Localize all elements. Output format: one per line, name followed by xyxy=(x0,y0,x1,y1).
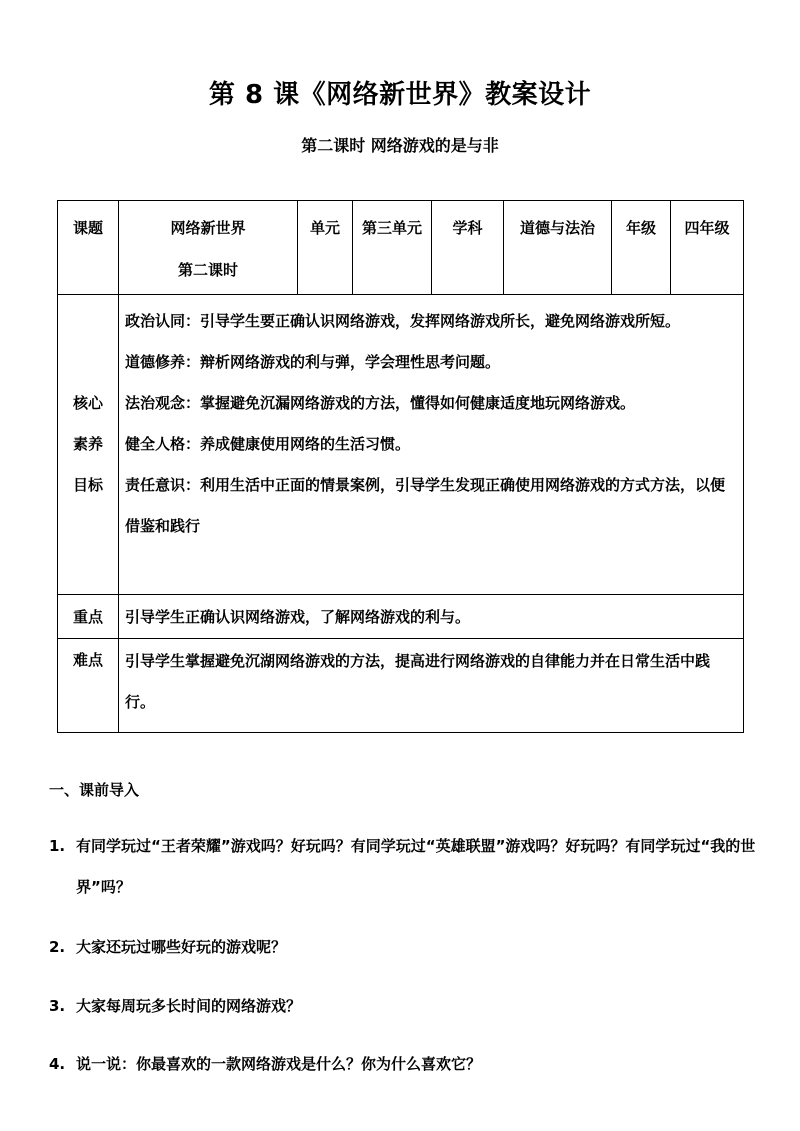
unit-value: 第三单元 xyxy=(353,201,432,295)
grade-label: 年级 xyxy=(612,201,671,295)
unit-label: 单元 xyxy=(298,201,353,295)
key-points-row xyxy=(58,595,744,639)
goal-item: 政治认同：引导学生要正确认识网络游戏，发挥网络游戏所长，避免网络游戏所短。 xyxy=(125,312,681,330)
topic-line-1: 网络新世界 xyxy=(170,219,246,237)
key-points-content: 引导学生正确认识网络游戏，了解网络游戏的利与。 xyxy=(119,595,744,639)
section-heading: 一、课前导入 xyxy=(49,781,140,799)
grade-value: 四年级 xyxy=(671,201,744,295)
question-number: 4. xyxy=(49,1055,66,1073)
list-item xyxy=(49,826,779,908)
goals-label-line-2: 素养 xyxy=(72,435,103,453)
list-item xyxy=(49,927,779,968)
document-title: 第 8 课《网络新世界》教案设计 xyxy=(208,80,592,110)
table-header-row xyxy=(58,201,744,295)
key-points-label: 重点 xyxy=(58,595,119,639)
difficulties-label: 难点 xyxy=(58,639,119,733)
question-text: 大家每周玩多长时间的网络游戏？ xyxy=(76,997,302,1015)
question-text: 大家还玩过哪些好玩的游戏呢？ xyxy=(76,938,287,956)
lesson-plan-table xyxy=(57,200,744,733)
document-subtitle: 第二课时 网络游戏的是与非 xyxy=(301,136,499,155)
question-number: 3. xyxy=(49,997,66,1015)
question-number: 2. xyxy=(49,938,66,956)
goal-item: 健全人格：养成健康使用网络的生活习惯。 xyxy=(125,435,411,453)
goals-label-line-3: 目标 xyxy=(72,476,103,494)
goals-row xyxy=(58,295,744,595)
goals-label-line-1: 核心 xyxy=(72,394,103,412)
topic-line-2: 第二课时 xyxy=(177,261,238,279)
goal-item: 道德修养：辩析网络游戏的利与弹，学会理性思考问题。 xyxy=(125,353,501,371)
question-number: 1. xyxy=(49,837,66,855)
goals-label xyxy=(58,295,119,595)
question-text: 说一说：你最喜欢的一款网络游戏是什么？你为什么喜欢它？ xyxy=(76,1055,482,1073)
list-item xyxy=(49,986,779,1027)
goal-item: 责任意识：利用生活中正面的情景案例，引导学生发现正确使用网络游戏的方式方法，以便借鉴和践行 xyxy=(125,476,726,535)
list-item xyxy=(49,1044,779,1085)
question-text: 有同学玩过“王者荣耀”游戏吗？好玩吗？有同学玩过“英雄联盟”游戏吗？好玩吗？有同学玩过“我的世界”吗？ xyxy=(76,837,756,896)
subject-value: 道德与法治 xyxy=(504,201,612,295)
subject-label: 学科 xyxy=(432,201,504,295)
goal-item: 法治观念：掌握避免沉漏网络游戏的方法，懂得如何健康适度地玩网络游戏。 xyxy=(125,394,636,412)
difficulties-content: 引导学生掌握避免沉湖网络游戏的方法，提高进行网络游戏的自律能力并在日常生活中践行。 xyxy=(119,639,744,733)
topic-value xyxy=(119,201,298,295)
topic-label: 课题 xyxy=(58,201,119,295)
difficulties-row xyxy=(58,639,744,733)
goals-content xyxy=(119,295,744,595)
